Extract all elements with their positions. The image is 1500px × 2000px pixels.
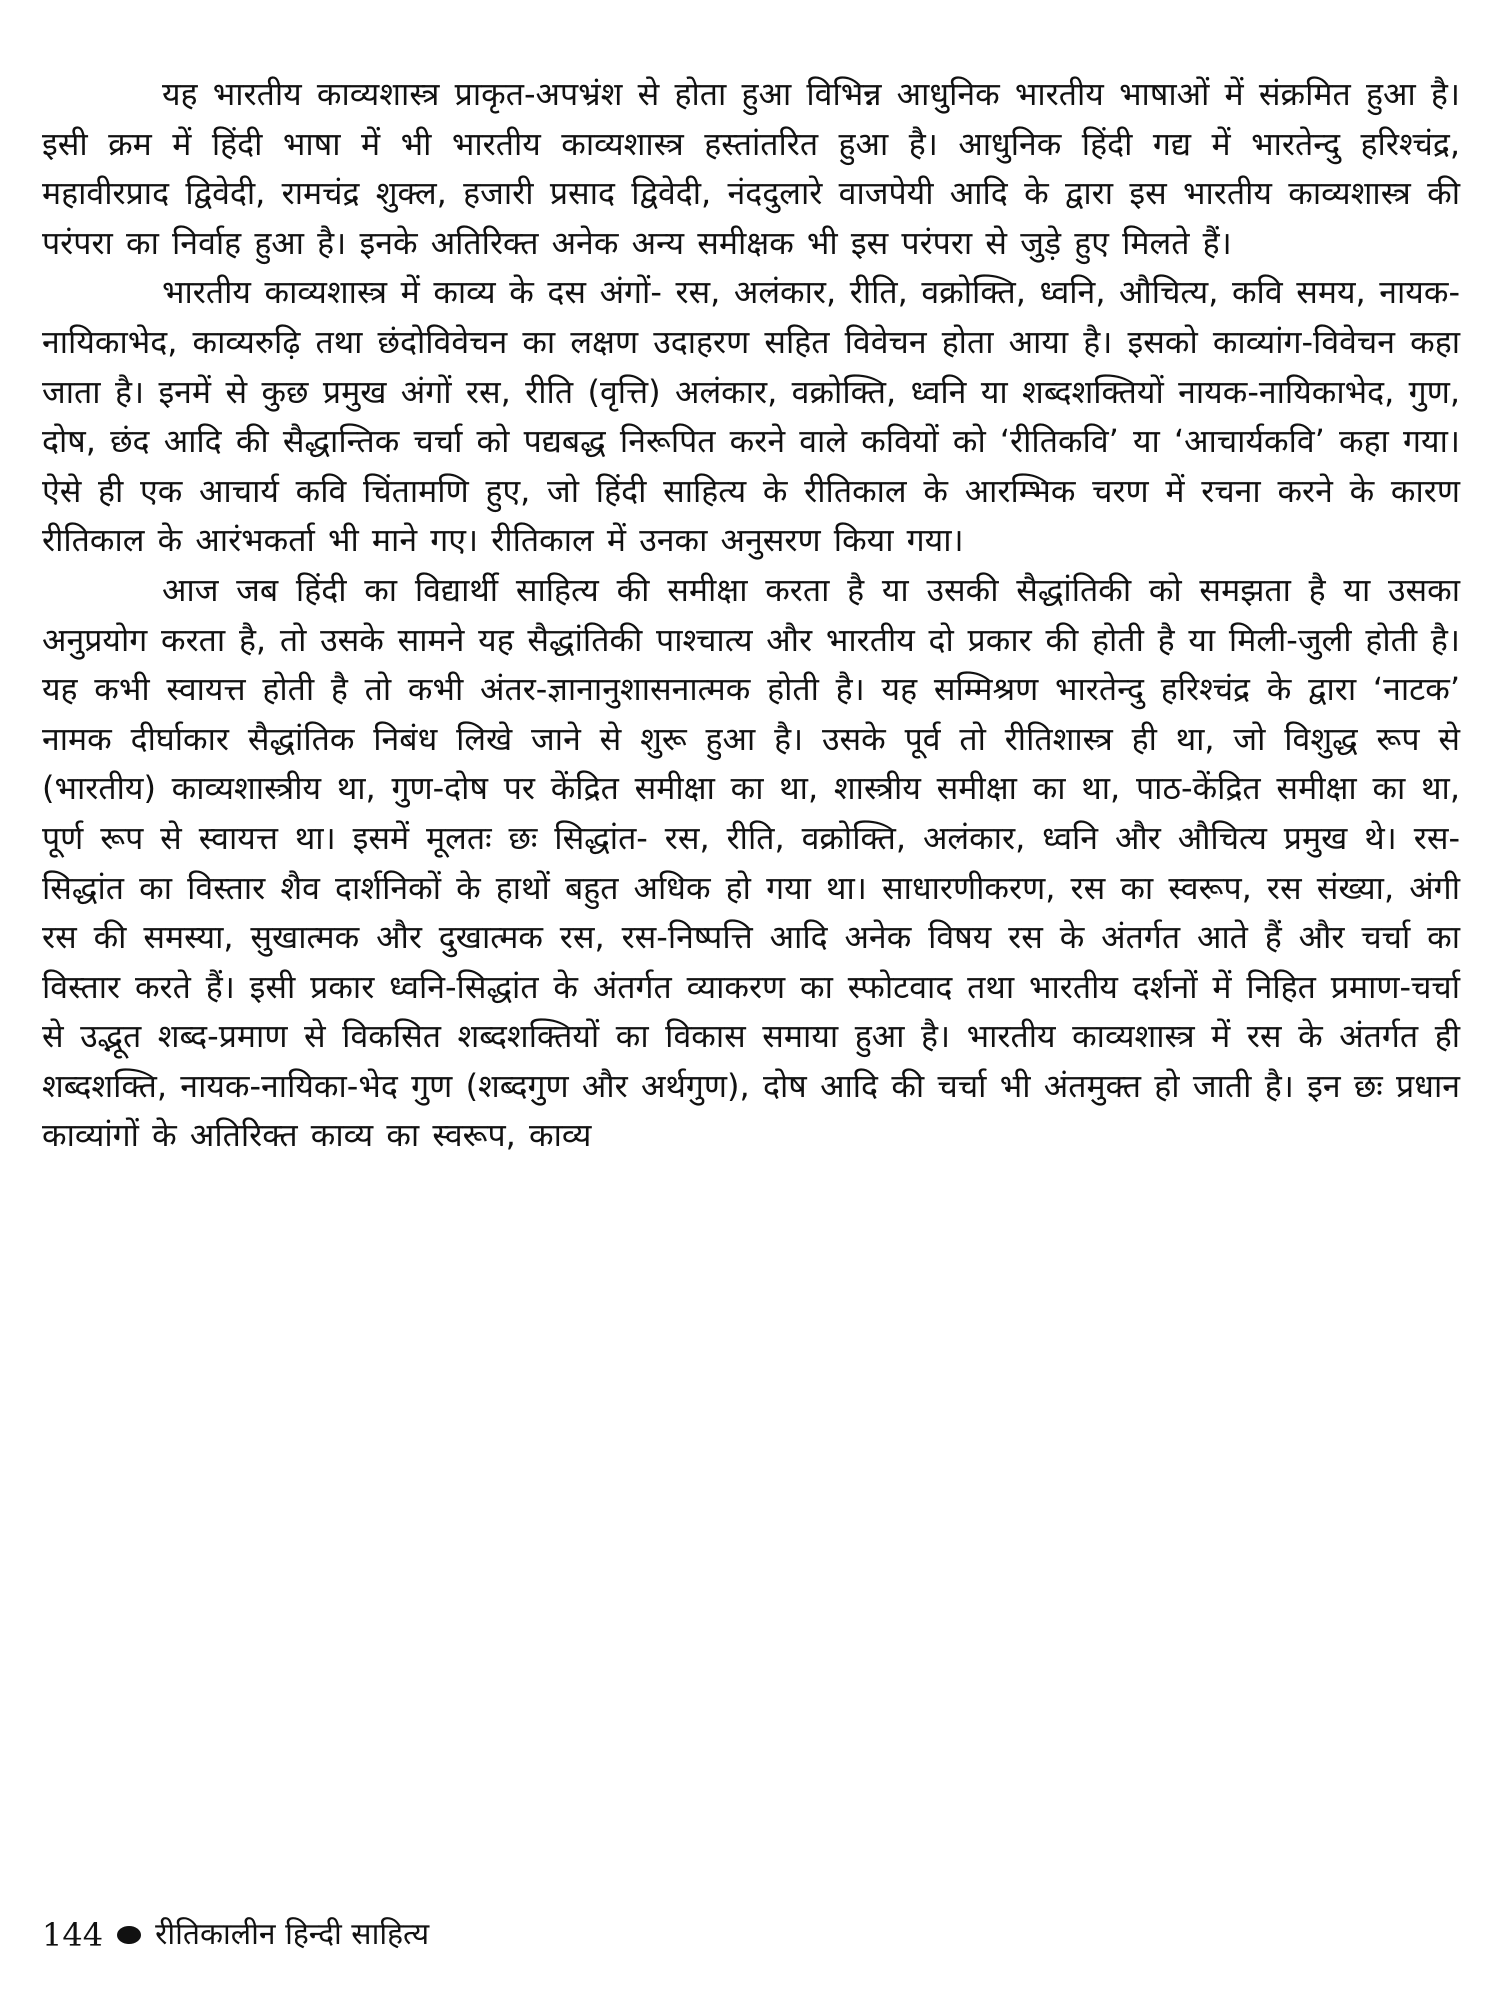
paragraph-2: भारतीय काव्यशास्त्र में काव्य के दस अंगों- रस, अलंकार, रीति, वक्रोक्ति, ध्वनि, औचित्य, कवि समय, नायक-नायिकाभेद, काव्यरुढ़ि तथा छंदोविवेचन का लक्षण उदाहरण सहित विवेचन होता आया है। इसको काव्यांग-विवेचन कहा जाता है। इनमें से कुछ प्रमुख अंगों रस, रीति (वृत्ति) अलंकार, वक्रोक्ति, ध्वनि या शब्दशक्तियों नायक-नायिकाभेद, गुण, दोष, छंद आदि की सैद्धान्तिक चर्चा को पद्यबद्ध निरूपित करने वाले कवियों को ‘रीतिकवि’ या ‘आचार्यकवि’ कहा गया। ऐसे ही एक आचार्य कवि चिंतामणि हुए, जो हिंदी साहित्य के रीतिकाल के आरम्भिक चरण में रचना करने के कारण रीतिकाल के आरंभकर्ता भी माने गए। रीतिकाल में उनका अनुसरण किया गया। [42, 273, 1460, 560]
paragraph-3: आज जब हिंदी का विद्यार्थी साहित्य की समीक्षा करता है या उसकी सैद्धांतिकी को समझता है या उसका अनुप्रयोग करता है, तो उसके सामने यह सैद्धांतिकी पाश्चात्य और भारतीय दो प्रकार की होती है या मिली-जुली होती है। यह कभी स्वायत्त होती है तो कभी अंतर-ज्ञानानुशासनात्मक होती है। यह सम्मिश्रण भारतेन्दु हरिश्चंद्र के द्वारा ‘नाटक’ नामक दीर्घाकार सैद्धांतिक निबंध लिखे जाने से शुरू हुआ है। उसके पूर्व तो रीतिशास्त्र ही था, जो विशुद्ध रूप से (भारतीय) काव्यशास्त्रीय था, गुण-दोष पर केंद्रित समीक्षा का था, शास्त्रीय समीक्षा का था, पाठ-केंद्रित समीक्षा का था, पूर्ण रूप से स्वायत्त था। इसमें मूलतः छः सिद्धांत- रस, रीति, वक्रोक्ति, अलंकार, ध्वनि और औचित्य प्रमुख थे। रस-सिद्धांत का विस्तार शैव दार्शनिकों के हाथों बहुत अधिक हो गया था। साधारणीकरण, रस का स्वरूप, रस संख्या, अंगी रस की समस्या, सुखात्मक और दुखात्मक रस, रस-निष्पत्ति आदि अनेक विषय रस के अंतर्गत आते हैं और चर्चा का विस्तार करते हैं। इसी प्रकार ध्वनि-सिद्धांत के अंतर्गत व्याकरण का स्फोटवाद तथा भारतीय दर्शनों में निहित प्रमाण-चर्चा से उद्भूत शब्द-प्रमाण से विकसित शब्दशक्तियों का विकास समाया हुआ है। भारतीय काव्यशास्त्र में रस के अंतर्गत ही शब्दशक्ति, नायक-नायिका-भेद गुण (शब्दगुण और अर्थगुण), दोष आदि की चर्चा भी अंतमुक्त हो जाती है। इन छः प्रधान काव्यांगों के अतिरिक्त काव्य का स्वरूप, काव्य [42, 570, 1460, 1155]
page-footer [42, 1915, 429, 1955]
bullet-icon [117, 1926, 141, 1944]
paragraph-1: यह भारतीय काव्यशास्त्र प्राकृत-अपभ्रंश से होता हुआ विभिन्न आधुनिक भारतीय भाषाओं में संक्रमित हुआ है। इसी क्रम में हिंदी भाषा में भी भारतीय काव्यशास्त्र हस्तांतरित हुआ है। आधुनिक हिंदी गद्य में भारतेन्दु हरिश्चंद्र, महावीरप्राद द्विवेदी, रामचंद्र शुक्ल, हजारी प्रसाद द्विवेदी, नंददुलारे वाजपेयी आदि के द्वारा इस भारतीय काव्यशास्त्र की परंपरा का निर्वाह हुआ है। इनके अतिरिक्त अनेक अन्य समीक्षक भी इस परंपरा से जुड़े हुए मिलते हैं। [42, 75, 1460, 262]
book-title: रीतिकालीन हिन्दी साहित्य [155, 1917, 430, 1952]
page-body [42, 70, 1460, 1161]
page-number: 144 [42, 1916, 104, 1954]
